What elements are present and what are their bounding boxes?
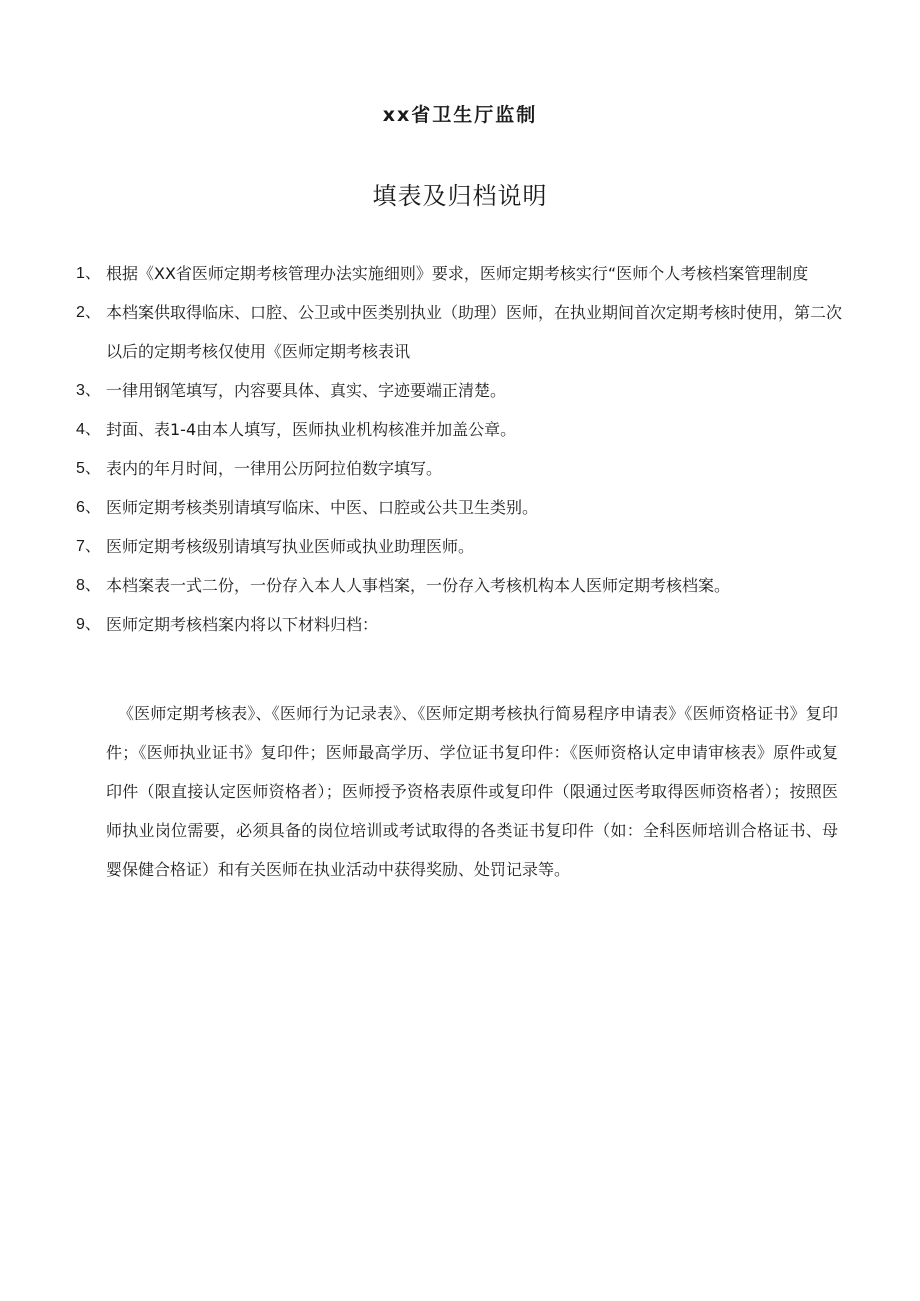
item-number: 6、: [76, 499, 101, 516]
item-text: 一律用钢笔填写，内容要具体、真实、字迹要端正清楚。: [106, 381, 507, 400]
item-text: 封面、表1-4由本人填写，医师执业机构核准并加盖公章。: [106, 420, 517, 439]
item-text: 根据《XX省医师定期考核管理办法实施细则》要求，医师定期考核实行“医师个人考核档案管理制度: [106, 264, 809, 283]
list-item: [76, 566, 846, 605]
instruction-list: [76, 254, 846, 644]
item-text: 本档案表一式二份，一份存入本人人事档案，一份存入考核机构本人医师定期考核档案。: [106, 576, 731, 595]
document-title: 填表及归档说明: [372, 182, 548, 210]
list-item: [76, 293, 846, 371]
item-number: 4、: [76, 421, 101, 438]
list-item: [76, 527, 846, 566]
item-number: 8、: [76, 577, 101, 594]
item-number: 2、: [76, 304, 101, 321]
list-item: [76, 605, 846, 644]
list-item: [76, 449, 846, 488]
archive-materials-paragraph: 《医师定期考核表》、《医师行为记录表》、《医师定期考核执行简易程序申请表》《医师资格证书》复印件；《医师执业证书》复印件；医师最高学历、学位证书复印件：《医师资格认定申请审核表》原件或复印件（限直接认定医师资格者）；医师授予资格表原件或复印件（限通过医考取得医师资格者）；按照医师执业岗位需要，必须具备的岗位培训或考试取得的各类证书复印件（如：全科医师培训合格证书、母婴保健合格证）和有关医师在执业活动中获得奖励、处罚记录等。: [106, 704, 838, 879]
item-text: 医师定期考核级别请填写执业医师或执业助理医师。: [106, 537, 475, 556]
item-text: 本档案供取得临床、口腔、公卫或中医类别执业（助理）医师，在执业期间首次定期考核时使用，第二次以后的定期考核仅使用《医师定期考核表讯: [106, 303, 843, 361]
item-text: 医师定期考核档案内将以下材料归档：: [106, 615, 379, 634]
item-number: 5、: [76, 460, 101, 477]
item-number: 7、: [76, 538, 101, 555]
list-item: [76, 488, 846, 527]
list-item: [76, 371, 846, 410]
list-item: [76, 254, 846, 293]
issuing-authority: xx省卫生厅监制: [382, 104, 538, 126]
item-number: 3、: [76, 382, 101, 399]
item-number: 9、: [76, 616, 101, 633]
item-text: 医师定期考核类别请填写临床、中医、口腔或公共卫生类别。: [106, 498, 539, 517]
item-number: 1、: [76, 265, 101, 282]
item-text: 表内的年月时间，一律用公历阿拉伯数字填写。: [106, 459, 443, 478]
list-item: [76, 410, 846, 449]
